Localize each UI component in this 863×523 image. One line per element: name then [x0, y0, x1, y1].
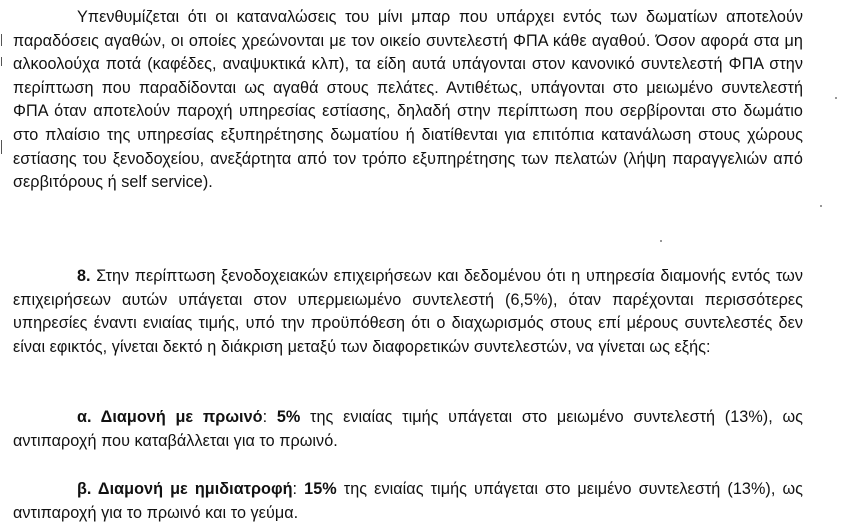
item-percent: 5%	[276, 408, 301, 426]
item-text: της ενιαίας τιμής υπάγεται στο μειωμένο συντελεστή (13%), ως αντιπαροχή που καταβάλλεται για το πρωινό.	[13, 408, 803, 450]
paragraph-text: Υπενθυμίζεται ότι οι καταναλώσεις του μίνι μπαρ που υπάρχει εντός των δωματίων αποτελούν παραδόσεις αγαθών, οι οποίες χρεώνονται με τον οικείο συντελεστή ΦΠΑ κάθε αγαθού. Όσον αφορά στα μη αλκοολούχα ποτά (καφέδες, αναψυκτικά κλπ), τα είδη αυτά υπάγονται στον κανονικό συντελεστή ΦΠΑ στην περίπτωση που παραδίδονται ως αγαθά στους πελάτες. Αντιθέτως, υπάγονται στο μειωμένο συντελεστή ΦΠΑ όταν αποτελούν παροχή υπηρεσίας εστίασης, δηλαδή στην περίπτωση που σερβίρονται στο δωμάτιο στο πλαίσιο της υπηρεσίας εξυπηρέτησης δωματίου ή διατίθενται για επιτόπια κατανάλωση στους χώρους εστίασης του ξενοδοχείου, ανεξάρτητα από τον τρόπο εξυπηρέτησης των πελατών (λήψη παραγγελιών από σερβιτόρους ή self service).	[13, 8, 803, 192]
paragraph-number: 8.	[77, 267, 91, 285]
item-separator: :	[292, 480, 305, 498]
item-separator: :	[262, 408, 277, 426]
paragraph-a-breakfast	[13, 406, 803, 453]
item-label: β. Διαμονή με ημιδιατροφή	[77, 480, 293, 498]
scan-artifact	[835, 97, 837, 99]
scan-artifact	[1, 34, 2, 46]
scan-artifact	[1, 57, 2, 66]
item-label: α. Διαμονή με πρωινό	[77, 408, 263, 426]
paragraph-b-half-board	[13, 478, 803, 523]
paragraph-text: Στην περίπτωση ξενοδοχειακών επιχειρήσεων και δεδομένου ότι η υπηρεσία διαμονής εντός των επιχειρήσεων αυτών υπάγεται στον υπερμειωμένο συντελεστή (6,5%), όταν παρέχονται περισσότερες υπηρεσίες έναντι ενιαίας τιμής, υπό την προϋπόθεση ότι ο διαχωρισμός στους επί μέρους συντελεστές δεν είναι εφικτός, γίνεται δεκτό η διάκριση μεταξύ των διαφορετικών συντελεστών, να γίνεται ως εξής:	[13, 267, 803, 356]
item-text: της ενιαίας τιμής υπάγεται στο μειμένο συντελεστή (13%), ως αντιπαροχή για το πρωινό και το γεύμα.	[13, 480, 803, 522]
paragraph-8	[13, 265, 803, 359]
item-percent: 15%	[304, 480, 337, 498]
scan-artifact	[820, 205, 822, 207]
scan-artifact	[660, 240, 662, 242]
scan-artifact	[1, 140, 2, 154]
paragraph-minibar	[13, 6, 803, 195]
